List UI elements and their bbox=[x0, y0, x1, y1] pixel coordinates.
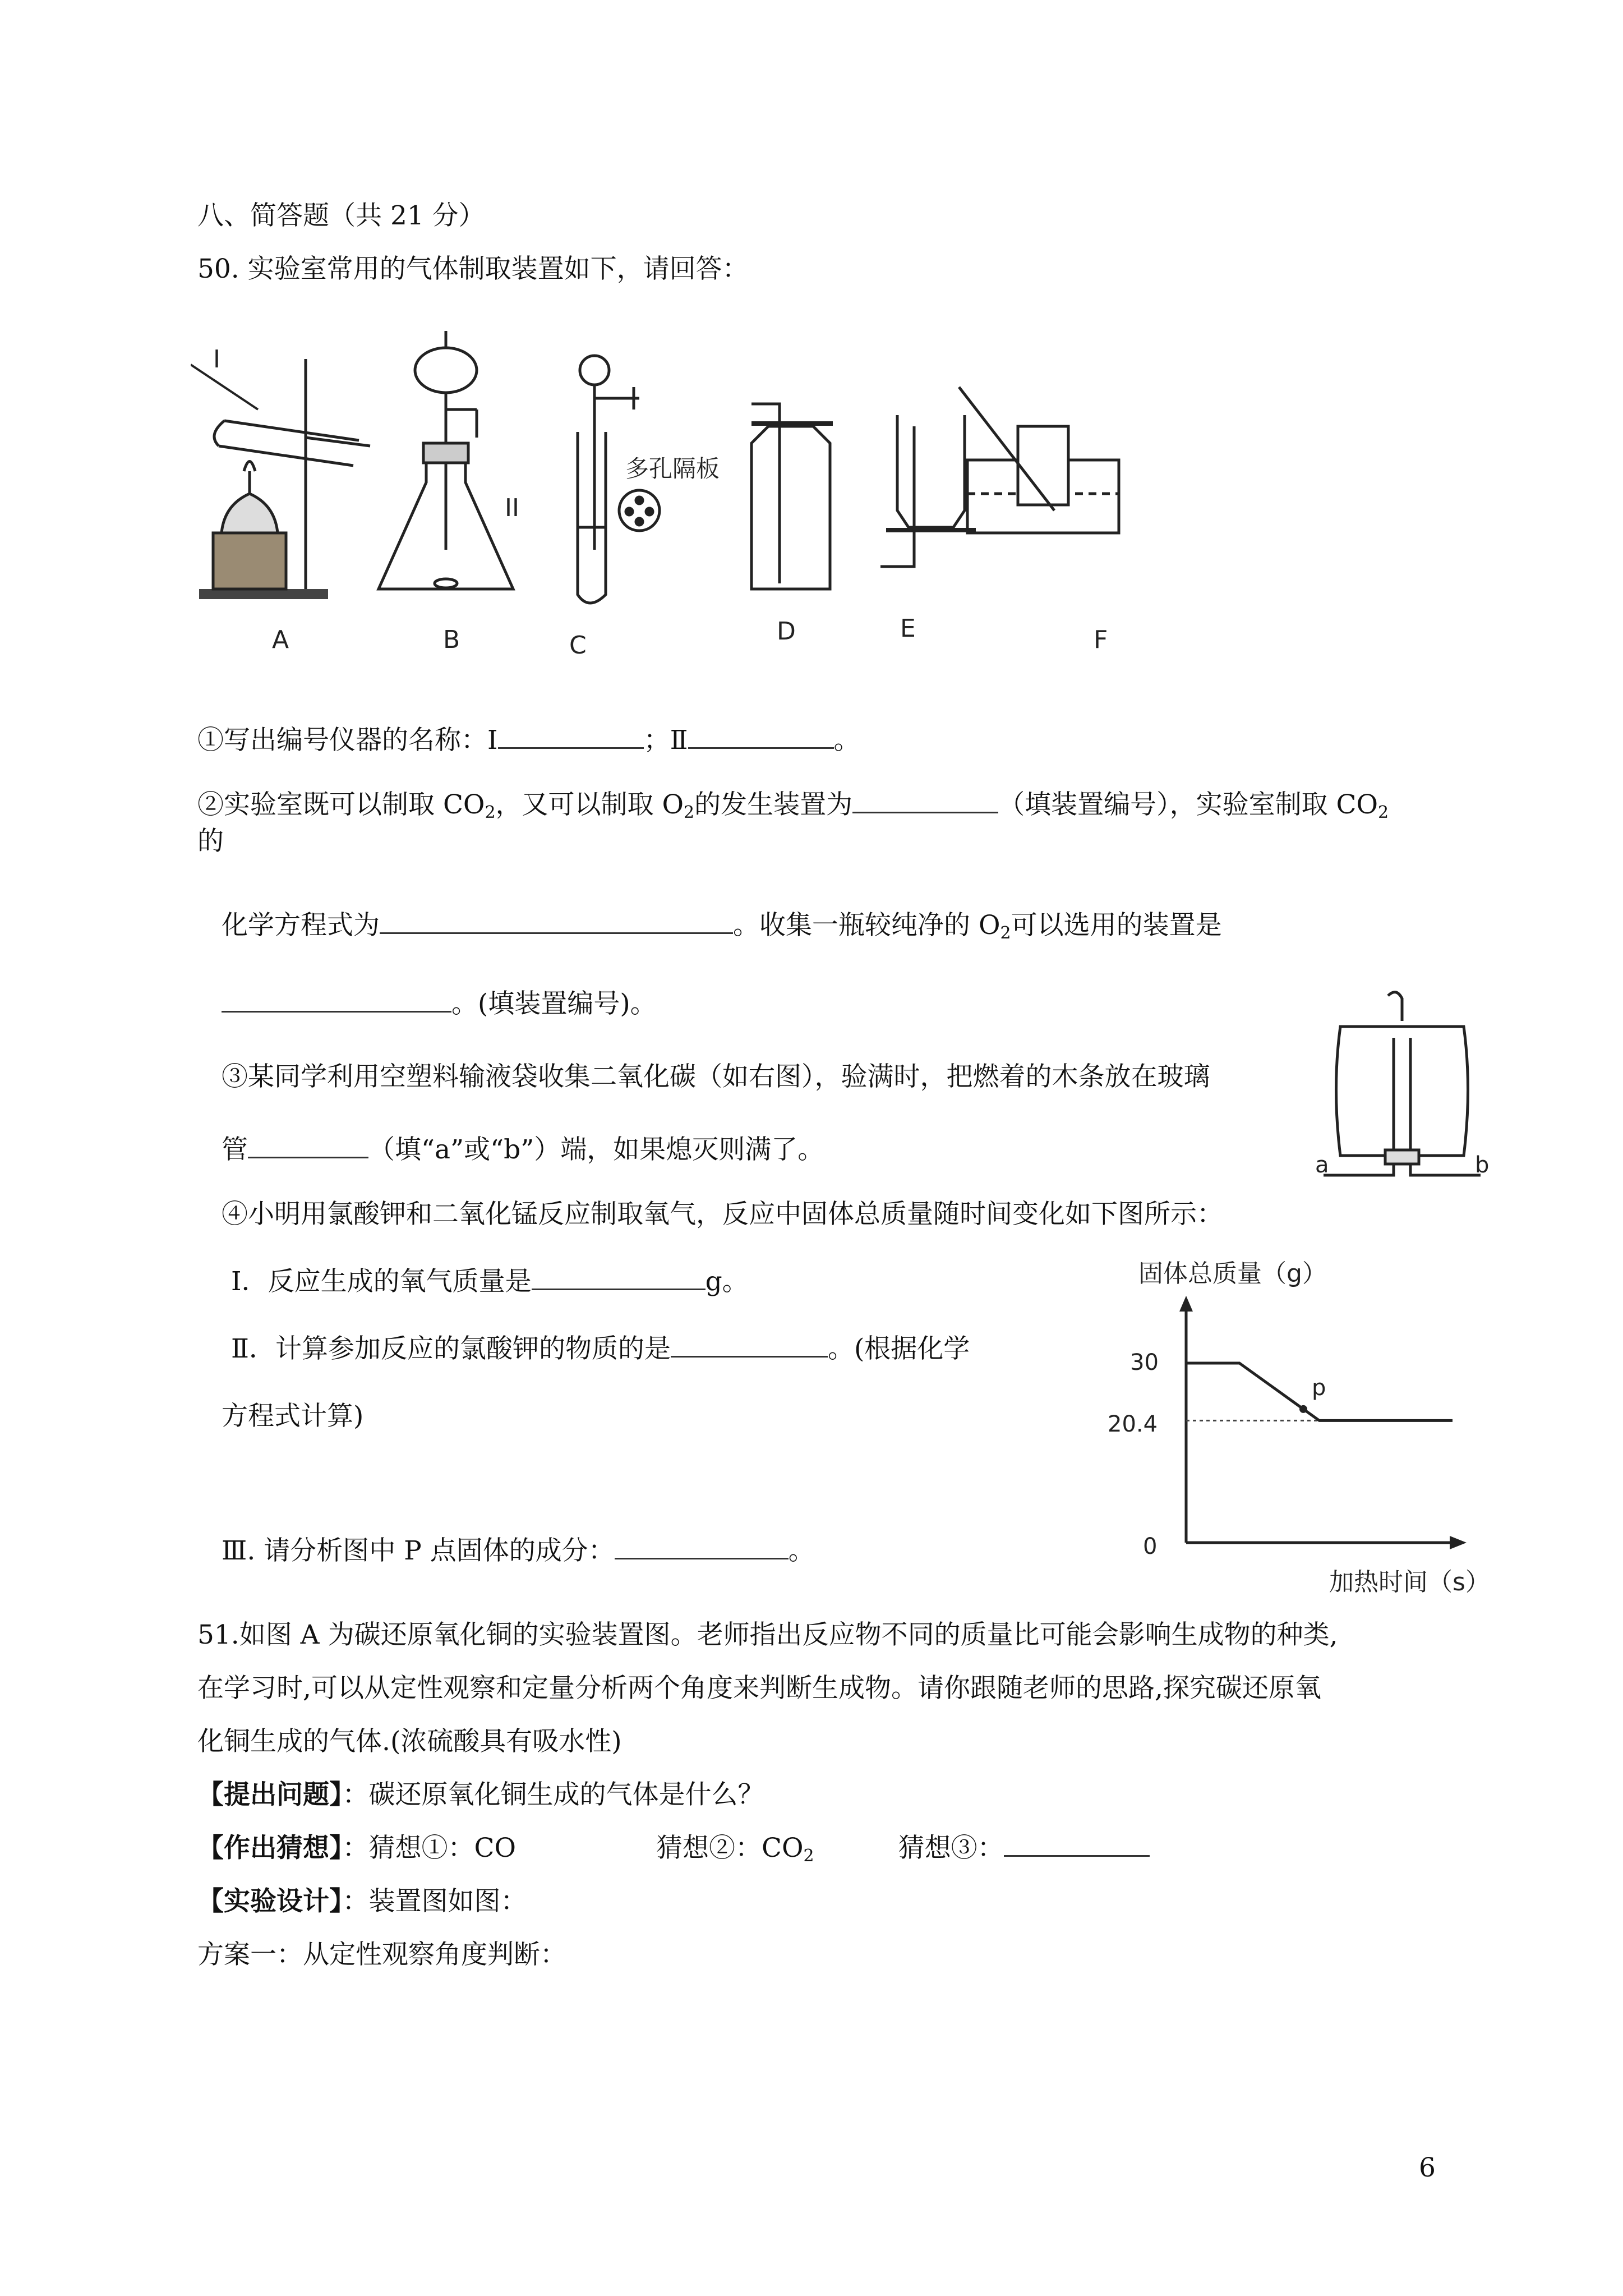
q51-line2: 在学习时,可以从定性观察和定量分析两个角度来判断生成物。请你跟随老师的思路,探究碳还原氧 bbox=[197, 1673, 1321, 1704]
bag-end-a: a bbox=[1315, 1152, 1329, 1178]
q50-part2-line2: 化学方程式为 。收集一瓶较纯净的 $O_2$可以选用的装置是 bbox=[222, 910, 1222, 943]
y-axis-arrow-icon bbox=[1179, 1296, 1193, 1312]
blank-instrument-1[interactable] bbox=[498, 724, 644, 749]
q50-stem: 50. 实验室常用的气体制取装置如下，请回答： bbox=[197, 254, 749, 284]
apparatus-figure bbox=[191, 325, 1256, 617]
apparatus-a-icon bbox=[191, 359, 370, 599]
label-apparatus-e: E bbox=[900, 614, 916, 643]
apparatus-d-icon bbox=[751, 404, 833, 589]
apparatus-f-icon bbox=[959, 387, 1119, 533]
hook-icon bbox=[1388, 992, 1402, 1021]
chart-point-p bbox=[1299, 1405, 1307, 1413]
blank-hypothesis-3[interactable] bbox=[1004, 1832, 1150, 1857]
q50-part1: ①写出编号仪器的名称：Ⅰ ；Ⅱ 。 bbox=[197, 725, 860, 756]
tick-label-30: 30 bbox=[1130, 1350, 1159, 1375]
chart-ylabel: 固体总质量（g） bbox=[1138, 1259, 1327, 1288]
blank-collector-device[interactable] bbox=[222, 987, 451, 1013]
q51-line1: 51.如图 A 为碳还原氧化铜的实验装置图。老师指出反应物不同的质量比可能会影响生成物的种类, bbox=[197, 1619, 1338, 1650]
page-number: 6 bbox=[1419, 2152, 1436, 2183]
apparatus-b-icon bbox=[379, 331, 513, 589]
q50-part2-line1-tail: 的 bbox=[197, 826, 224, 857]
label-apparatus-f: F bbox=[1094, 625, 1108, 654]
q50-part4-item2-tail: 方程式计算) bbox=[222, 1401, 364, 1432]
q50-part4-item3: Ⅲ. 请分析图中 P 点固体的成分： 。 bbox=[222, 1535, 815, 1566]
mass-time-chart bbox=[1099, 1251, 1525, 1599]
q51-line3: 化铜生成的气体.(浓硫酸具有吸水性) bbox=[197, 1726, 622, 1757]
q50-part4-stem: ④小明用氯酸钾和二氧化锰反应制取氧气，反应中固体总质量随时间变化如下图所示： bbox=[222, 1199, 1223, 1230]
q51-plan1: 方案一：从定性观察角度判断： bbox=[197, 1939, 566, 1970]
q50-part4-item2: Ⅱ．计算参加反应的氯酸钾的物质的是 。(根据化学 bbox=[231, 1333, 970, 1364]
blank-instrument-2[interactable] bbox=[688, 724, 834, 749]
q51-hypotheses: 【作出猜想】：猜想①：CO 猜想②：$CO_2$ 猜想③： bbox=[197, 1832, 1150, 1865]
q50-part2-line1: ②实验室既可以制取 $CO_2$，又可以制取 $O_2$的发生装置为 （填装置编号），实验室制取 $CO_2$ bbox=[197, 789, 1389, 822]
bag-end-b: b bbox=[1475, 1152, 1490, 1178]
q50-part3-line1: ③某同学利用空塑料输液袋收集二氧化碳（如右图），验满时，把燃着的木条放在玻璃 bbox=[222, 1061, 1210, 1092]
blank-oxygen-mass[interactable] bbox=[532, 1265, 706, 1290]
q50-part4-item1: Ⅰ．反应生成的氧气质量是 g。 bbox=[231, 1266, 749, 1297]
chart-point-label: p bbox=[1312, 1374, 1326, 1401]
marker-1: I bbox=[213, 345, 220, 374]
label-apparatus-d: D bbox=[777, 617, 796, 646]
q51-design: 【实验设计】：装置图如图： bbox=[197, 1886, 527, 1917]
q51-question: 【提出问题】：碳还原氧化铜生成的气体是什么？ bbox=[197, 1779, 764, 1810]
tick-label-20-4: 20.4 bbox=[1108, 1411, 1158, 1437]
blank-tube-end[interactable] bbox=[248, 1133, 368, 1158]
marker-2: II bbox=[505, 494, 519, 522]
apparatus-e-icon bbox=[880, 415, 976, 567]
q50-part2-line3: 。(填装置编号)。 bbox=[222, 987, 657, 1021]
label-apparatus-c: C bbox=[569, 631, 587, 660]
label-porous-plate: 多孔隔板 bbox=[625, 455, 720, 482]
chart-origin: 0 bbox=[1143, 1534, 1158, 1559]
chart-xlabel: 加热时间（s） bbox=[1329, 1568, 1490, 1596]
section-title: 八、简答题（共 21 分） bbox=[197, 200, 485, 231]
blank-kclo3-amount[interactable] bbox=[671, 1332, 828, 1358]
blank-generator-device[interactable] bbox=[852, 788, 998, 813]
x-axis-arrow-icon bbox=[1450, 1536, 1467, 1549]
blank-p-point-composition[interactable] bbox=[615, 1534, 789, 1559]
label-apparatus-a: A bbox=[272, 625, 289, 654]
infusion-bag-figure bbox=[1312, 987, 1492, 1184]
blank-chemical-equation[interactable] bbox=[380, 909, 733, 934]
q50-part3-line2: 管 （填“a”或“b”）端，如果熄灭则满了。 bbox=[222, 1134, 824, 1165]
label-apparatus-b: B bbox=[443, 625, 460, 654]
